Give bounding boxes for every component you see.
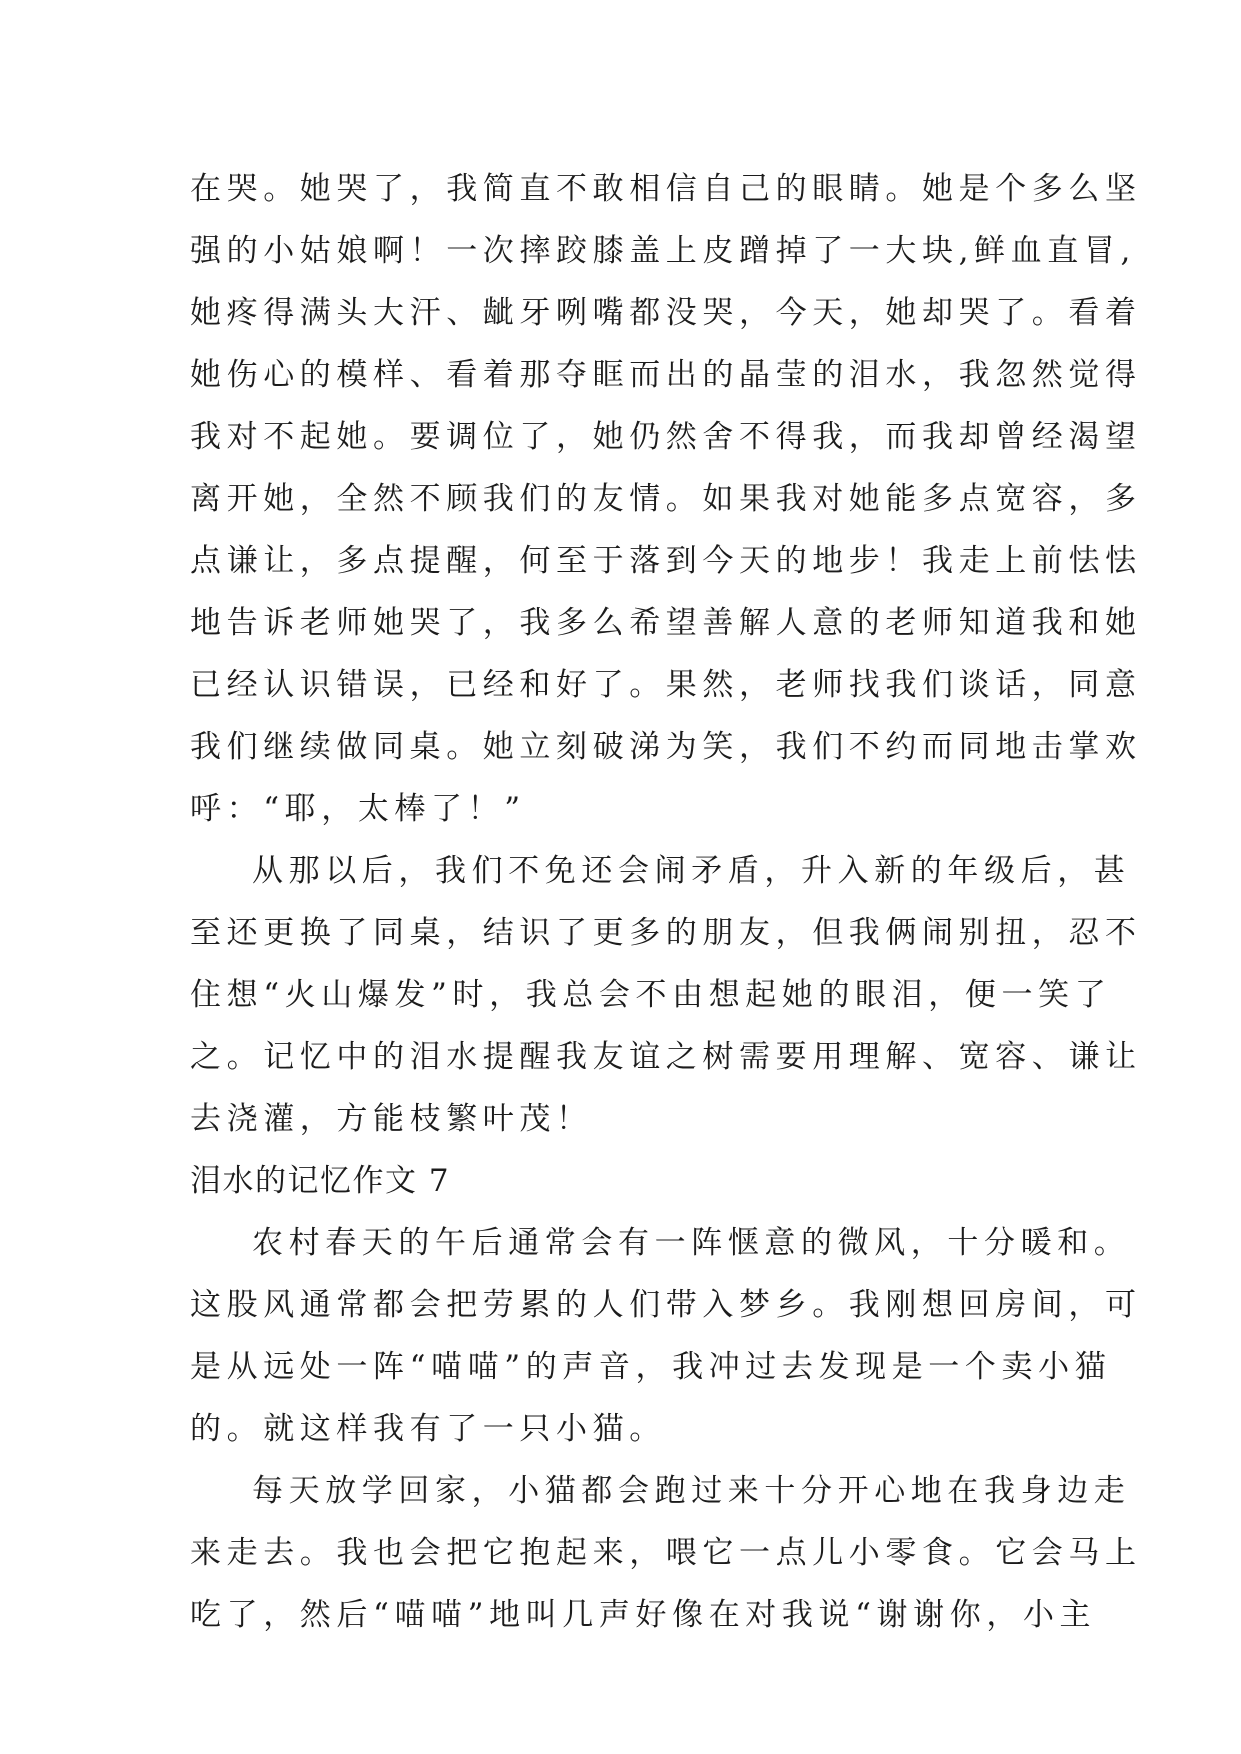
paragraph-first-line: 农村春天的午后通常会有一阵惬意的微风，十分暖和。 [252, 1225, 1131, 1261]
text-line: 离开她，全然不顾我们的友情。如果我对她能多点宽容，多 [190, 481, 1142, 517]
text-line: 之。记忆中的泪水提醒我友谊之树需要用理解、宽容、谦让 [190, 1039, 1142, 1075]
text-line: 我们继续做同桌。她立刻破涕为笑，我们不约而同地击掌欢 [190, 729, 1142, 765]
text-line: 她疼得满头大汗、龇牙咧嘴都没哭，今天，她却哭了。看着 [190, 295, 1142, 331]
text-line: 的。就这样我有了一只小猫。 [190, 1411, 666, 1447]
text-line: 吃了，然后“喵喵”地叫几声好像在对我说“谢谢你，小主 [190, 1597, 1097, 1633]
text-line: 呼：“耶，太棒了！” [190, 791, 526, 827]
text-line: 已经认识错误，已经和好了。果然，老师找我们谈话，同意 [190, 667, 1142, 703]
text-line: 我对不起她。要调位了，她仍然舍不得我，而我却曾经渴望 [190, 419, 1142, 455]
text-line: 是从远处一阵“喵喵”的声音，我冲过去发现是一个卖小猫 [190, 1349, 1112, 1385]
paragraph-first-line: 从那以后，我们不免还会闹矛盾，升入新的年级后，甚 [252, 853, 1131, 889]
text-line: 去浇灌，方能枝繁叶茂！ [190, 1101, 593, 1137]
paragraph-first-line: 每天放学回家，小猫都会跑过来十分开心地在我身边走 [252, 1473, 1131, 1509]
text-line: 她伤心的模样、看着那夺眶而出的晶莹的泪水，我忽然觉得 [190, 357, 1142, 393]
section-heading: 泪水的记忆作文 7 [190, 1163, 451, 1199]
text-line: 至还更换了同桌，结识了更多的朋友，但我俩闹别扭，忍不 [190, 915, 1142, 951]
text-line: 住想“火山爆发”时，我总会不由想起她的眼泪，便一笑了 [190, 977, 1112, 1013]
text-line: 点谦让，多点提醒，何至于落到今天的地步！我走上前怯怯 [190, 543, 1142, 579]
text-line: 这股风通常都会把劳累的人们带入梦乡。我刚想回房间，可 [190, 1287, 1142, 1323]
text-line: 在哭。她哭了，我简直不敢相信自己的眼睛。她是个多么坚 [190, 171, 1142, 207]
text-line: 地告诉老师她哭了，我多么希望善解人意的老师知道我和她 [190, 605, 1142, 641]
text-line: 来走去。我也会把它抱起来，喂它一点儿小零食。它会马上 [190, 1535, 1142, 1571]
text-line: 强的小姑娘啊！一次摔跤膝盖上皮蹭掉了一大块,鲜血直冒, [190, 233, 1136, 269]
